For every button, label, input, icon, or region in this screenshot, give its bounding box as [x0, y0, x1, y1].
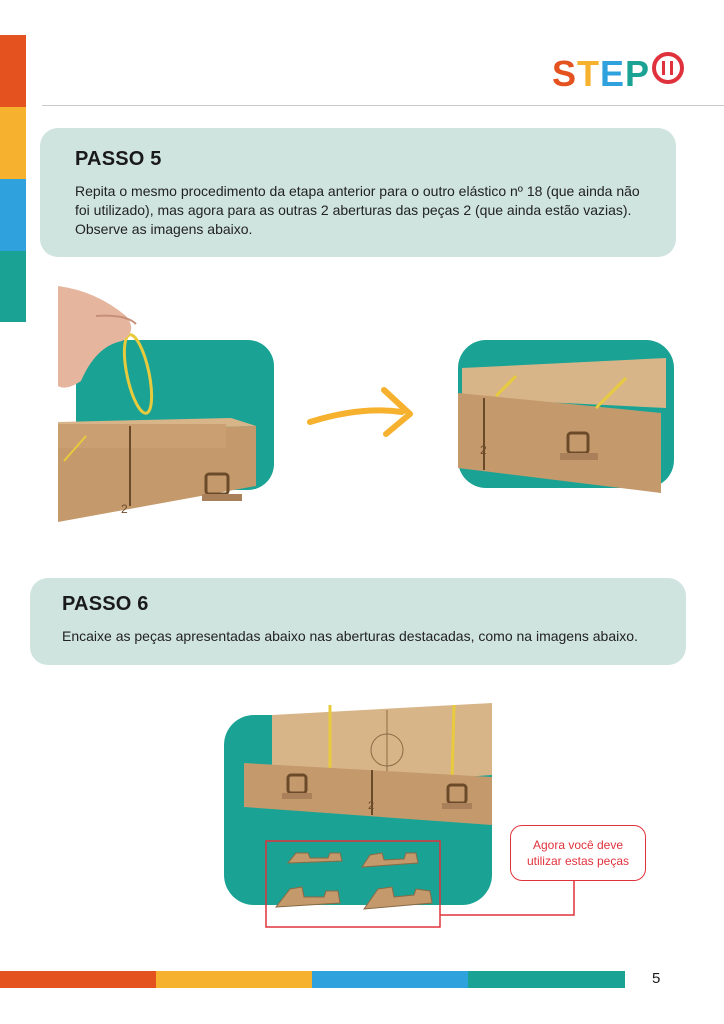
part-number-label: 2 [480, 443, 487, 457]
footer-blue [312, 971, 468, 988]
part-number-label: 2 [121, 502, 128, 516]
step5-image-after [456, 338, 676, 498]
sidebar-teal [0, 251, 26, 322]
part-number-label: 2 [368, 800, 375, 812]
step-logo [552, 48, 692, 98]
step5-box [40, 128, 676, 257]
step5-text: Repita o mesmo procedimento da etapa anterior para o outro elástico nº 18 (que ainda não foi utilizado), mas agora para as outras 2 aberturas das peças 2 (que ainda estão vazias). Observe as imagens abaixo. [75, 183, 640, 237]
callout-line-2: utilizar estas peças [526, 854, 630, 868]
header-divider [42, 105, 724, 106]
step6-text: Encaixe as peças apresentadas abaixo nas aberturas destacadas, como na imagens abaixo. [62, 628, 638, 644]
sidebar-yellow [0, 107, 26, 179]
step6-box [30, 578, 686, 665]
logo-mark-icon [654, 54, 682, 82]
footer-orange [0, 971, 156, 988]
page-number: 5 [652, 970, 661, 987]
step5-title: PASSO 5 [75, 148, 162, 170]
footer-teal [468, 971, 625, 988]
callout-line-1: Agora você deve [532, 838, 624, 852]
callout-note [510, 825, 646, 881]
arrow-right-icon [306, 384, 418, 440]
sidebar-blue [0, 179, 26, 251]
step5-image-before [56, 286, 276, 526]
step6-title: PASSO 6 [62, 593, 149, 615]
footer-yellow [156, 971, 312, 988]
sidebar-orange [0, 35, 26, 107]
svg-text:STEP: STEP [552, 53, 651, 94]
